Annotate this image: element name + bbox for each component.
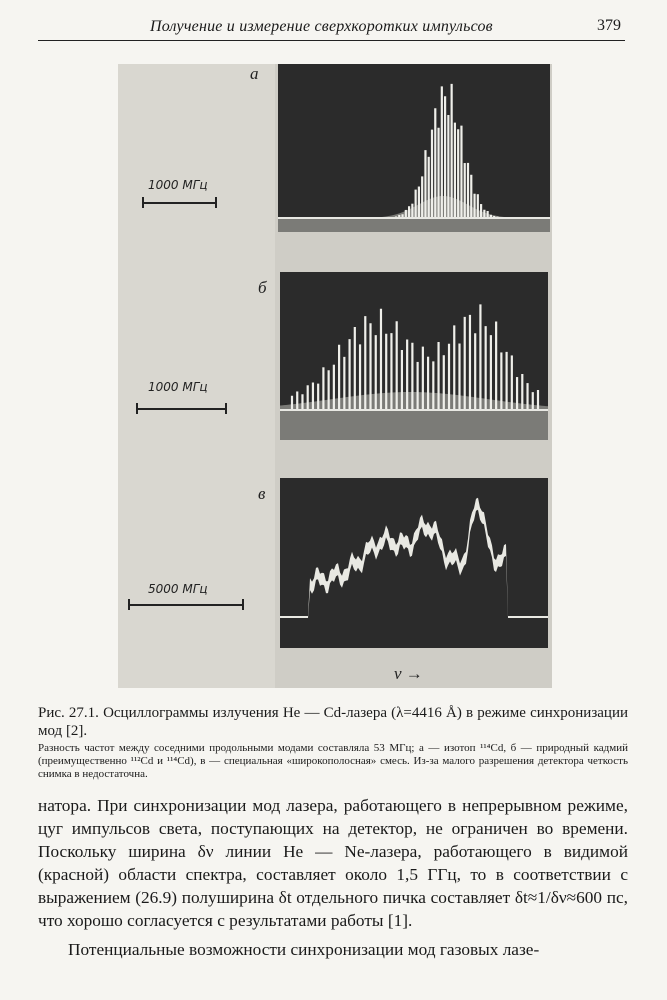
paragraph: натора. При синхронизации мод лазера, работающего в непрерывном режиме, цуг импульсов света, поступающих на детектор, не ограничен во времени. Поскольку ширина δν линии He — Ne-лазера, работающего в видимой (красной) области спектра, составляет около 1,5 ГГц, то в соответствии с выражением (26.9) полуширина δt отдельного пичка составляет δt≈1/δν≈600 пс, что хорошо согласуется с результатами работы [1]. <box>38 796 628 930</box>
running-header <box>38 14 625 41</box>
running-title: Получение и измерение сверхкоротких импульсов <box>150 18 493 35</box>
body-text <box>38 794 628 961</box>
oscillogram-a-trace <box>278 64 550 232</box>
trace-background <box>280 392 548 440</box>
oscillogram-panel-c <box>280 478 548 648</box>
scale-label-c: 5000 МГц <box>148 582 208 596</box>
trace-background <box>278 196 550 232</box>
scale-label-a: 1000 МГц <box>148 178 208 192</box>
scale-label-b: 1000 МГц <box>148 380 208 394</box>
panel-label-b: б <box>258 278 267 297</box>
page-number: 379 <box>597 17 621 34</box>
frequency-axis-label: ν → <box>394 664 423 683</box>
figure-caption-note: Разность частот между соседними продольными модами составляла 53 МГц; а — изотоп ¹¹⁴Cd, б — природный кадмий (преимущественно ¹¹²Cd и ¹¹⁴Cd), в — специальная «широкополосная» смесь. Из-за малого разрешения детектора четкость снимка в недостаточна. <box>38 742 628 780</box>
panel-label-c: в <box>258 484 266 503</box>
broadband-trace <box>280 498 548 618</box>
oscillogram-figure <box>118 64 552 688</box>
paragraph: Потенциальные возможности синхронизации мод газовых лазе- <box>68 940 540 959</box>
oscillogram-panel-b <box>280 272 548 440</box>
oscillogram-b-trace <box>280 272 548 440</box>
figure-caption: Рис. 27.1. Осциллограммы излучения He — Cd-лазера (λ=4416 Å) в режиме синхронизации мод [2]. <box>38 705 628 739</box>
oscillogram-panel-a <box>278 64 550 232</box>
panel-label-a: а <box>250 64 259 83</box>
oscillogram-c-trace <box>280 478 548 648</box>
